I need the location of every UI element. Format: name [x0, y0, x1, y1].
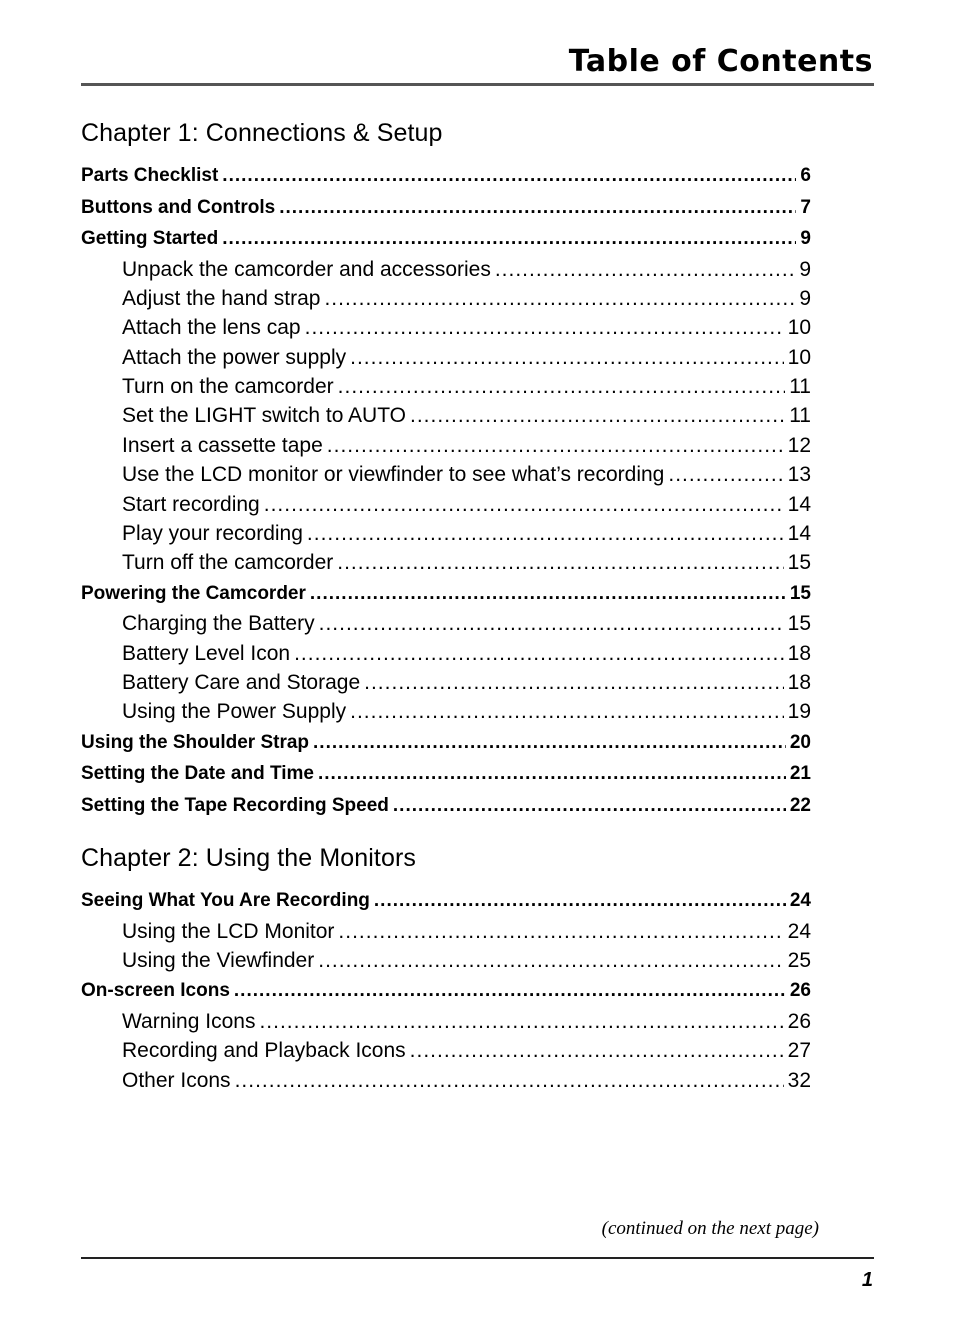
- toc-entry-title: Unpack the camcorder and accessories: [122, 257, 491, 281]
- toc-entry[interactable]: [81, 343, 811, 372]
- toc-entry[interactable]: [81, 697, 811, 726]
- toc-entry-title: Use the LCD monitor or viewfinder to see what’s recording: [122, 463, 665, 487]
- toc-entry-title: Seeing What You Are Recording: [81, 890, 370, 911]
- toc-entry-page: 10: [787, 316, 811, 340]
- toc-entry-title: Using the LCD Monitor: [122, 919, 335, 943]
- toc-entry[interactable]: [81, 548, 811, 577]
- toc-entry[interactable]: [81, 1007, 811, 1036]
- toc-entry-title: Parts Checklist: [81, 165, 219, 186]
- dot-leader: [307, 519, 784, 548]
- toc-entry-title: Set the LIGHT switch to AUTO: [122, 404, 407, 428]
- toc-entry-page: 25: [787, 948, 811, 972]
- dot-leader: [668, 460, 783, 489]
- toc-entry-page: 13: [787, 463, 811, 487]
- toc-entry-page: 22: [789, 794, 811, 816]
- toc-entry-title: Attach the power supply: [122, 345, 347, 369]
- toc-entry-page: 12: [787, 433, 811, 457]
- dot-leader: [337, 548, 783, 577]
- toc-entry-page: 26: [787, 1009, 811, 1033]
- dot-leader: [319, 609, 784, 638]
- toc-entry[interactable]: [81, 372, 811, 401]
- chapter-1-heading: Chapter 1: Connections & Setup: [81, 119, 443, 147]
- dot-leader: [279, 192, 796, 224]
- toc-entry[interactable]: [81, 578, 811, 610]
- toc-entry-page: 9: [799, 257, 811, 281]
- page-title: Table of Contents: [568, 44, 873, 79]
- continued-note: (continued on the next page): [601, 1218, 819, 1239]
- page-number: 1: [861, 1269, 873, 1291]
- toc-entry-title: Play your recording: [122, 522, 303, 546]
- toc-entry-title: Battery Care and Storage: [122, 671, 361, 695]
- toc-entry[interactable]: [81, 460, 811, 489]
- toc-entry-page: 6: [800, 165, 811, 186]
- toc-entry[interactable]: [81, 160, 811, 192]
- toc-entry-page: 19: [787, 700, 811, 724]
- toc-entry-page: 9: [799, 286, 811, 310]
- toc-entry[interactable]: [81, 758, 811, 790]
- toc-entry[interactable]: [81, 885, 811, 917]
- toc-entry[interactable]: [81, 192, 811, 224]
- toc-entry[interactable]: [81, 975, 811, 1007]
- toc-entry-title: Powering the Camcorder: [81, 582, 306, 604]
- dot-leader: [235, 1066, 784, 1095]
- toc-entry-page: 11: [789, 375, 811, 399]
- toc-entry-page: 15: [787, 612, 811, 636]
- dot-leader: [364, 668, 784, 697]
- toc-entry-page: 14: [787, 492, 811, 516]
- toc-entry-page: 7: [800, 196, 811, 218]
- toc-entry-title: Turn off the camcorder: [122, 551, 334, 575]
- dot-leader: [305, 313, 784, 342]
- toc-entry[interactable]: [81, 946, 811, 975]
- dot-leader: [410, 1036, 784, 1065]
- dot-leader: [350, 697, 784, 726]
- dot-leader: [374, 885, 786, 917]
- dot-leader: [338, 372, 786, 401]
- dot-leader: [294, 639, 784, 668]
- toc-entry-title: Warning Icons: [122, 1009, 256, 1033]
- toc-entry-title: Other Icons: [122, 1068, 231, 1092]
- toc-entry-page: 24: [789, 890, 811, 911]
- toc-entry[interactable]: [81, 313, 811, 342]
- toc-entry-title: Adjust the hand strap: [122, 286, 321, 310]
- toc-entry-page: 24: [787, 919, 811, 943]
- toc-entry[interactable]: [81, 1066, 811, 1095]
- toc-entry-title: Getting Started: [81, 228, 219, 249]
- toc-entry[interactable]: [81, 519, 811, 548]
- toc-entry-page: 14: [787, 522, 811, 546]
- toc-entry-title: Attach the lens cap: [122, 316, 301, 340]
- dot-leader: [264, 490, 784, 519]
- toc-entry-page: 9: [800, 228, 811, 249]
- toc-entry-title: Insert a cassette tape: [122, 433, 323, 457]
- dot-leader: [259, 1007, 783, 1036]
- toc-entry[interactable]: [81, 401, 811, 430]
- chapter-2-heading: Chapter 2: Using the Monitors: [81, 844, 417, 872]
- chapter-1-entries: [81, 160, 821, 821]
- dot-leader: [393, 790, 786, 822]
- toc-entry-title: Buttons and Controls: [81, 196, 276, 218]
- dot-leader: [410, 401, 785, 430]
- footer-rule: [81, 1257, 874, 1259]
- toc-entry-title: Using the Viewfinder: [122, 948, 315, 972]
- toc-entry[interactable]: [81, 917, 811, 946]
- dot-leader: [350, 343, 784, 372]
- toc-entry-page: 27: [787, 1039, 811, 1063]
- header-rule: [81, 83, 874, 86]
- toc-entry[interactable]: [81, 668, 811, 697]
- toc-entry-page: 32: [787, 1068, 811, 1092]
- toc-entry-page: 18: [787, 671, 811, 695]
- toc-entry-page: 15: [787, 551, 811, 575]
- toc-entry-page: 21: [789, 763, 811, 785]
- chapter-2-entries: [81, 885, 821, 1095]
- dot-leader: [222, 223, 796, 255]
- chapter-1-section: [81, 116, 821, 821]
- dot-leader: [313, 727, 786, 759]
- chapter-2-section: [81, 841, 821, 1095]
- toc-entry[interactable]: [81, 727, 811, 759]
- toc-entry[interactable]: [81, 790, 811, 822]
- toc-entry[interactable]: [81, 255, 811, 284]
- toc-entry[interactable]: [81, 609, 811, 638]
- toc-entry[interactable]: [81, 223, 811, 255]
- dot-leader: [310, 578, 786, 610]
- toc-entry-title: Start recording: [122, 492, 260, 516]
- dot-leader: [327, 431, 784, 460]
- toc-entry-page: 11: [789, 404, 811, 428]
- toc-entry-title: Turn on the camcorder: [122, 375, 334, 399]
- toc-entry-title: Setting the Date and Time: [81, 763, 314, 785]
- toc-entry-title: Using the Power Supply: [122, 700, 347, 724]
- toc-entry-title: Battery Level Icon: [122, 641, 291, 665]
- dot-leader: [318, 758, 786, 790]
- toc-entry-title: Setting the Tape Recording Speed: [81, 794, 389, 816]
- dot-leader: [234, 975, 786, 1007]
- toc-entry[interactable]: [81, 490, 811, 519]
- dot-leader: [338, 917, 783, 946]
- toc-entry-page: 15: [789, 582, 811, 604]
- toc-entry[interactable]: [81, 431, 811, 460]
- toc-entry[interactable]: [81, 1036, 811, 1065]
- dot-leader: [318, 946, 783, 975]
- toc-entry-page: 18: [787, 641, 811, 665]
- toc-entry-title: On-screen Icons: [81, 980, 230, 1002]
- dot-leader: [495, 255, 795, 284]
- toc-entry-title: Using the Shoulder Strap: [81, 731, 310, 753]
- toc-entry[interactable]: [81, 284, 811, 313]
- dot-leader: [222, 160, 796, 192]
- toc-entry-title: Charging the Battery: [122, 612, 315, 636]
- dot-leader: [324, 284, 795, 313]
- toc-entry-title: Recording and Playback Icons: [122, 1039, 406, 1063]
- toc-entry[interactable]: [81, 639, 811, 668]
- toc-entry-page: 26: [789, 980, 811, 1002]
- toc-entry-page: 10: [787, 345, 811, 369]
- toc-entry-page: 20: [789, 731, 811, 753]
